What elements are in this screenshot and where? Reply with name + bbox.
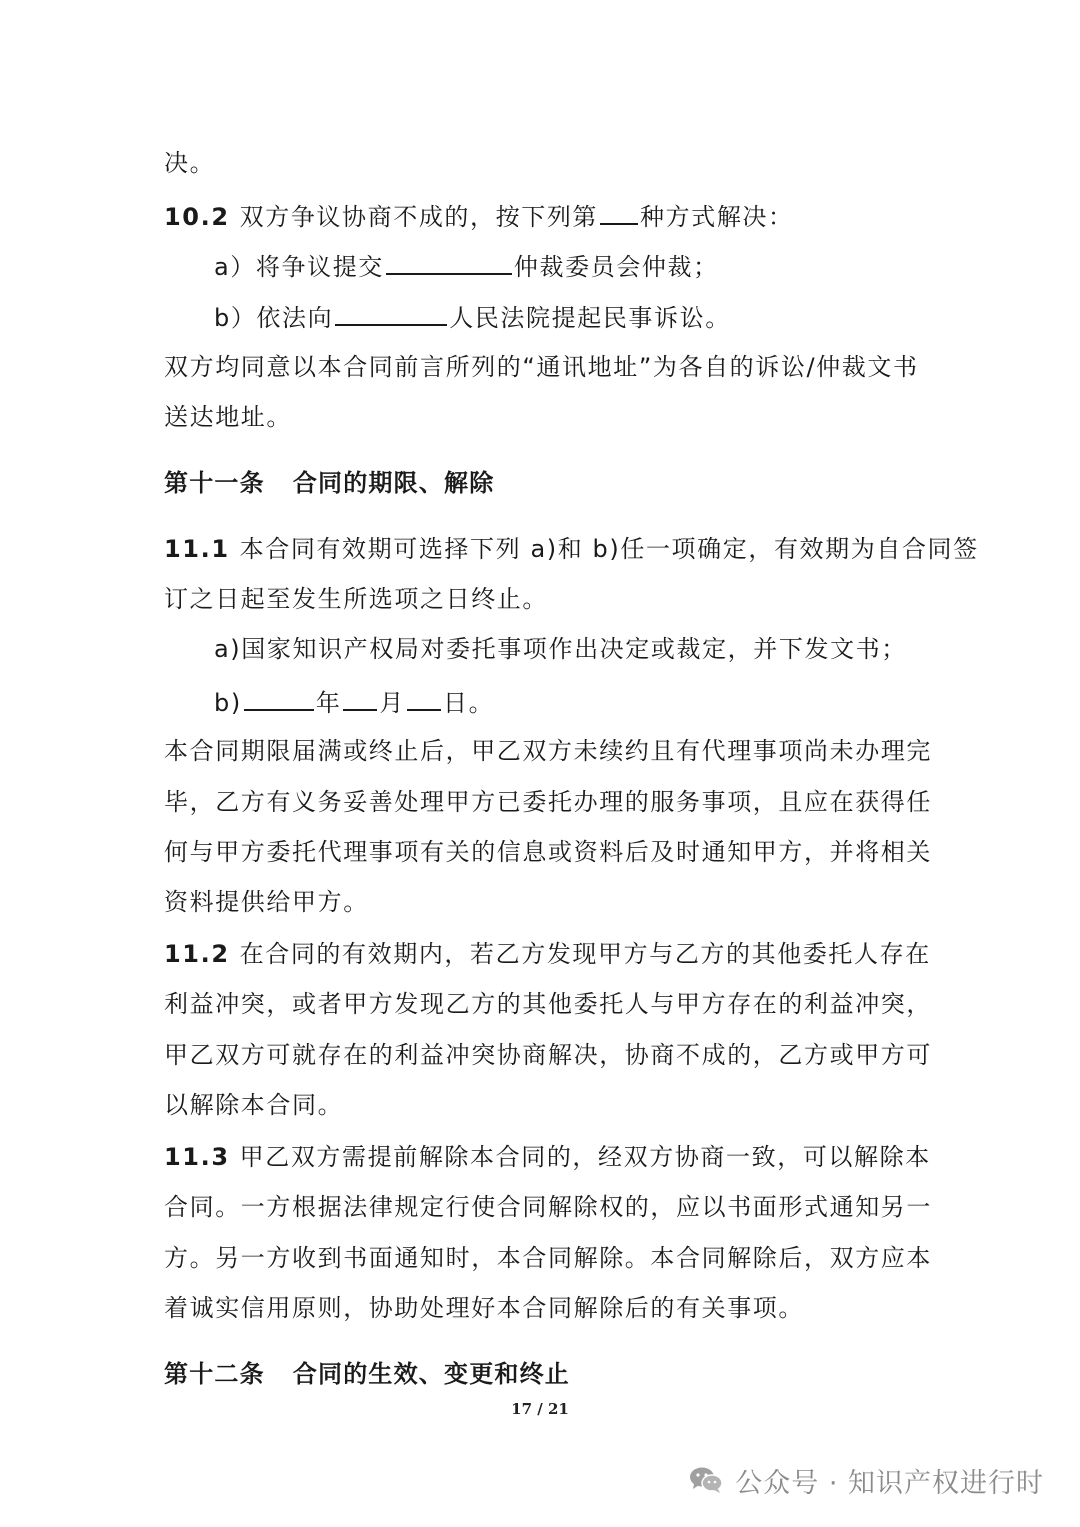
clause-11-3: 11.3 甲乙双方需提前解除本合同的，经双方协商一致，可以解除本 <box>164 1143 931 1171</box>
article-11-heading: 第十一条 合同的期限、解除 <box>164 469 495 497</box>
paragraph-line: 何与甲方委托代理事项有关的信息或资料后及时通知甲方，并将相关 <box>164 838 932 866</box>
year-blank <box>244 685 314 711</box>
clause-number: 11.1 <box>164 535 230 563</box>
paragraph-line: 毕，乙方有义务妥善处理甲方已委托办理的服务事项，且应在获得任 <box>164 788 932 816</box>
paragraph-line: 资料提供给甲方。 <box>164 888 369 916</box>
paragraph-line: 方。另一方收到书面通知时，本合同解除。本合同解除后，双方应本 <box>164 1244 932 1272</box>
page-number: 17 / 21 <box>511 1400 569 1418</box>
paragraph-line: 送达地址。 <box>164 403 292 431</box>
clause-10-2: 10.2 双方争议协商不成的，按下列第 种方式解决： <box>164 199 794 233</box>
clause-11-2: 11.2 在合同的有效期内，若乙方发现甲方与乙方的其他委托人存在 <box>164 940 931 968</box>
paragraph-line: 着诚实信用原则，协助处理好本合同解除后的有关事项。 <box>164 1294 804 1322</box>
paragraph-line: 本合同期限届满或终止后，甲乙双方未续约且有代理事项尚未办理完 <box>164 737 932 765</box>
clause-number: 11.3 <box>164 1143 230 1171</box>
watermark <box>689 1460 1044 1500</box>
fill-blank <box>386 249 512 275</box>
option-b-date: b) 年 月 日。 <box>214 685 494 719</box>
paragraph-line: 利益冲突，或者甲方发现乙方的其他委托人与甲方存在的利益冲突， <box>164 990 932 1018</box>
wechat-icon <box>689 1466 723 1494</box>
clause-number: 10.2 <box>164 203 230 231</box>
day-blank <box>407 685 441 711</box>
paragraph-line: 以解除本合同。 <box>164 1091 344 1119</box>
fill-blank <box>600 199 638 225</box>
paragraph-line: 甲乙双方可就存在的利益冲突协商解决，协商不成的，乙方或甲方可 <box>164 1041 932 1069</box>
option-b-litigation: b）依法向 人民法院提起民事诉讼。 <box>214 300 731 334</box>
article-12-heading: 第十二条 合同的生效、变更和终止 <box>164 1360 571 1388</box>
option-a-term: a)国家知识产权局对委托事项作出决定或裁定，并下发文书； <box>214 635 907 663</box>
paragraph-line: 合同。一方根据法律规定行使合同解除权的，应以书面形式通知另一 <box>164 1193 932 1221</box>
fill-blank <box>335 300 447 326</box>
month-blank <box>343 685 377 711</box>
clause-number: 11.2 <box>164 940 230 968</box>
paragraph-line: 决。 <box>164 149 216 177</box>
option-a-arbitration: a）将争议提交 仲裁委员会仲裁； <box>214 249 719 283</box>
clause-11-1: 11.1 本合同有效期可选择下列 a)和 b)任一项确定，有效期为自合同签 <box>164 535 979 563</box>
watermark-text: 公众号 · 知识产权进行时 <box>735 1467 1044 1499</box>
paragraph-line: 双方均同意以本合同前言所列的“通讯地址”为各自的诉讼/仲裁文书 <box>164 353 919 381</box>
paragraph-line: 订之日起至发生所选项之日终止。 <box>164 585 548 613</box>
